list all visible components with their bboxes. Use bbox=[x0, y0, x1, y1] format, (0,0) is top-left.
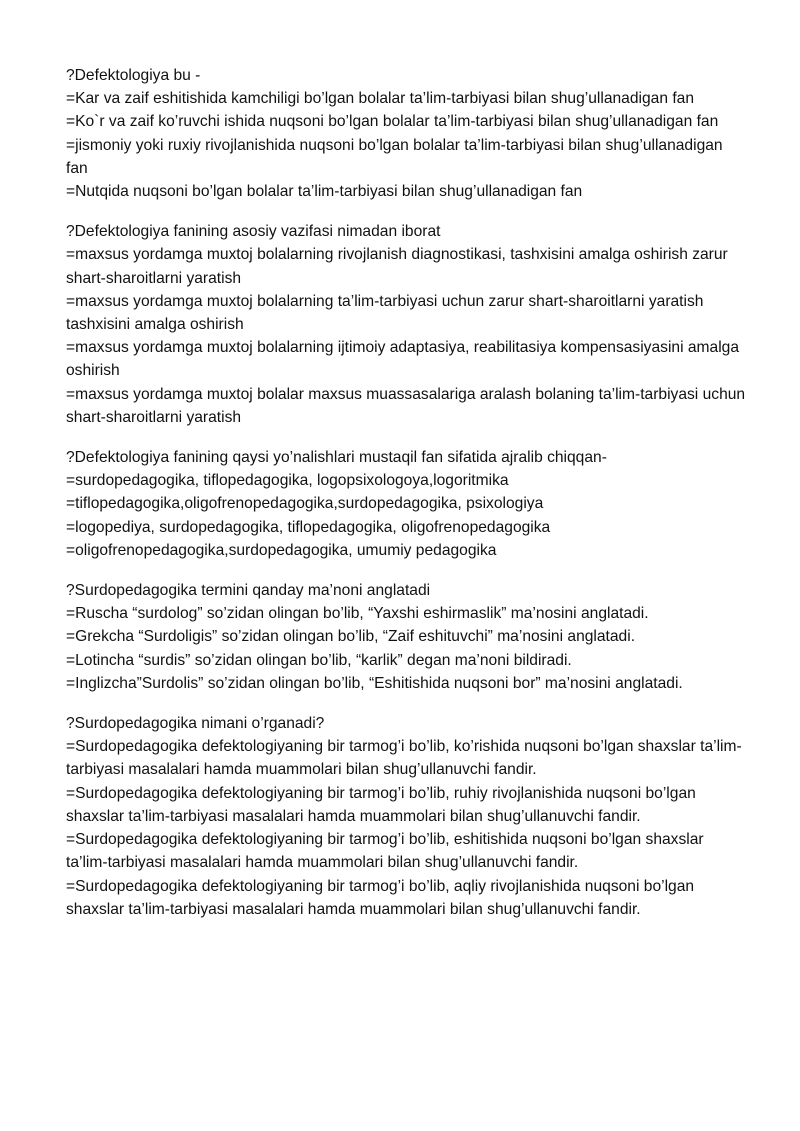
answer-option: =maxsus yordamga muxtoj bolalarning ta’lim-tarbiyasi uchun zarur shart-sharoitlarni yaratish tashxisini amalga oshirish bbox=[66, 292, 704, 334]
answer-option: =jismoniy yoki ruxiy rivojlanishida nuqsoni bo’lgan bolalar ta’lim-tarbiyasi bilan shug’ullanadigan fan bbox=[66, 136, 723, 177]
answer-option: =oligofrenopedagogika,surdopedagogika, umumiy pedagogika bbox=[66, 541, 497, 559]
question-block bbox=[66, 64, 746, 203]
answer-option: =tiflopedagogika,oligofrenopedagogika,surdopedagogika, psixologiya bbox=[66, 495, 544, 513]
answer-option: =Inglizcha”Surdolis” so’zidan olingan bo’lib, “Eshitishida nuqsoni bor” ma’nosini anglatadi. bbox=[66, 674, 683, 692]
question-block bbox=[66, 446, 746, 562]
question-text: ?Surdopedagogika termini qanday ma’noni anglatadi bbox=[66, 582, 431, 600]
answer-option: =maxsus yordamga muxtoj bolalarning ijtimoiy adaptasiya, reabilitasiya kompensasiyasini amalga oshirish bbox=[66, 339, 740, 380]
question-text: ?Defektologiya fanining asosiy vazifasi nimadan iborat bbox=[66, 223, 441, 241]
answer-option: =Grekcha “Surdoligis” so’zidan olingan bo’lib, “Zaif eshituvchi” ma’nosini anglatadi. bbox=[66, 628, 636, 646]
answer-option: =surdopedagogika, tiflopedagogika, logopsixologoya,logoritmika bbox=[66, 472, 509, 490]
answer-option: =Ruscha “surdolog” so’zidan olingan bo’lib, “Yaxshi eshirmaslik” ma’nosini anglatadi. bbox=[66, 605, 649, 623]
document-page bbox=[66, 64, 746, 938]
answer-option: =Nutqida nuqsoni bo’lgan bolalar ta’lim-tarbiyasi bilan shug’ullanadigan fan bbox=[66, 183, 583, 201]
answer-option: =Kar va zaif eshitishida kamchiligi bo’lgan bolalar ta’lim-tarbiyasi bilan shug’ullanadigan fan bbox=[66, 90, 694, 108]
answer-option: =Surdopedagogika defektologiyaning bir tarmog’i bo’lib, ruhiy rivojlanishida nuqsoni bo’lgan shaxslar ta’lim-tarbiyasi masalalari hamda muammolari bilan shug’ullanuvchi fandir. bbox=[66, 784, 696, 825]
question-block bbox=[66, 712, 746, 921]
answer-option: =Surdopedagogika defektologiyaning bir tarmog’i bo’lib, ko’rishida nuqsoni bo’lgan shaxslar ta’lim-tarbiyasi masalalari hamda muammolari bilan shug’ullanuvchi fandir. bbox=[66, 738, 742, 779]
question-block bbox=[66, 220, 746, 429]
question-text: ?Surdopedagogika nimani o’rganadi? bbox=[66, 715, 325, 733]
answer-option: =logopediya, surdopedagogika, tiflopedagogika, oligofrenopedagogika bbox=[66, 518, 551, 536]
answer-option: =maxsus yordamga muxtoj bolalar maxsus muassasalariga aralash bolaning ta’lim-tarbiyasi uchun shart-sharoitlarni yaratish bbox=[66, 385, 746, 426]
answer-option: =Lotincha “surdis” so’zidan olingan bo’lib, “karlik” degan ma’noni bildiradi. bbox=[66, 651, 572, 669]
answer-option: =Surdopedagogika defektologiyaning bir tarmog’i bo’lib, eshitishida nuqsoni bo’lgan shaxslar ta’lim-tarbiyasi masalalari hamda muammolari bilan shug’ullanuvchi fandir. bbox=[66, 831, 704, 872]
question-block bbox=[66, 579, 746, 695]
question-text: ?Defektologiya bu - bbox=[66, 67, 201, 84]
question-text: ?Defektologiya fanining qaysi yo’nalishlari mustaqil fan sifatida ajralib chiqqan- bbox=[66, 449, 607, 467]
answer-option: =Surdopedagogika defektologiyaning bir tarmog’i bo’lib, aqliy rivojlanishida nuqsoni bo’lgan shaxslar ta’lim-tarbiyasi masalalari hamda muammolari bilan shug’ullanuvchi fandir. bbox=[66, 877, 695, 918]
answer-option: =Ko`r va zaif ko’ruvchi ishida nuqsoni bo’lgan bolalar ta’lim-tarbiyasi bilan shug’ullanadigan fan bbox=[66, 113, 719, 131]
answer-option: =maxsus yordamga muxtoj bolalarning rivojlanish diagnostikasi, tashxisini amalga oshirish zarur shart-sharoitlarni yaratish bbox=[66, 246, 728, 287]
